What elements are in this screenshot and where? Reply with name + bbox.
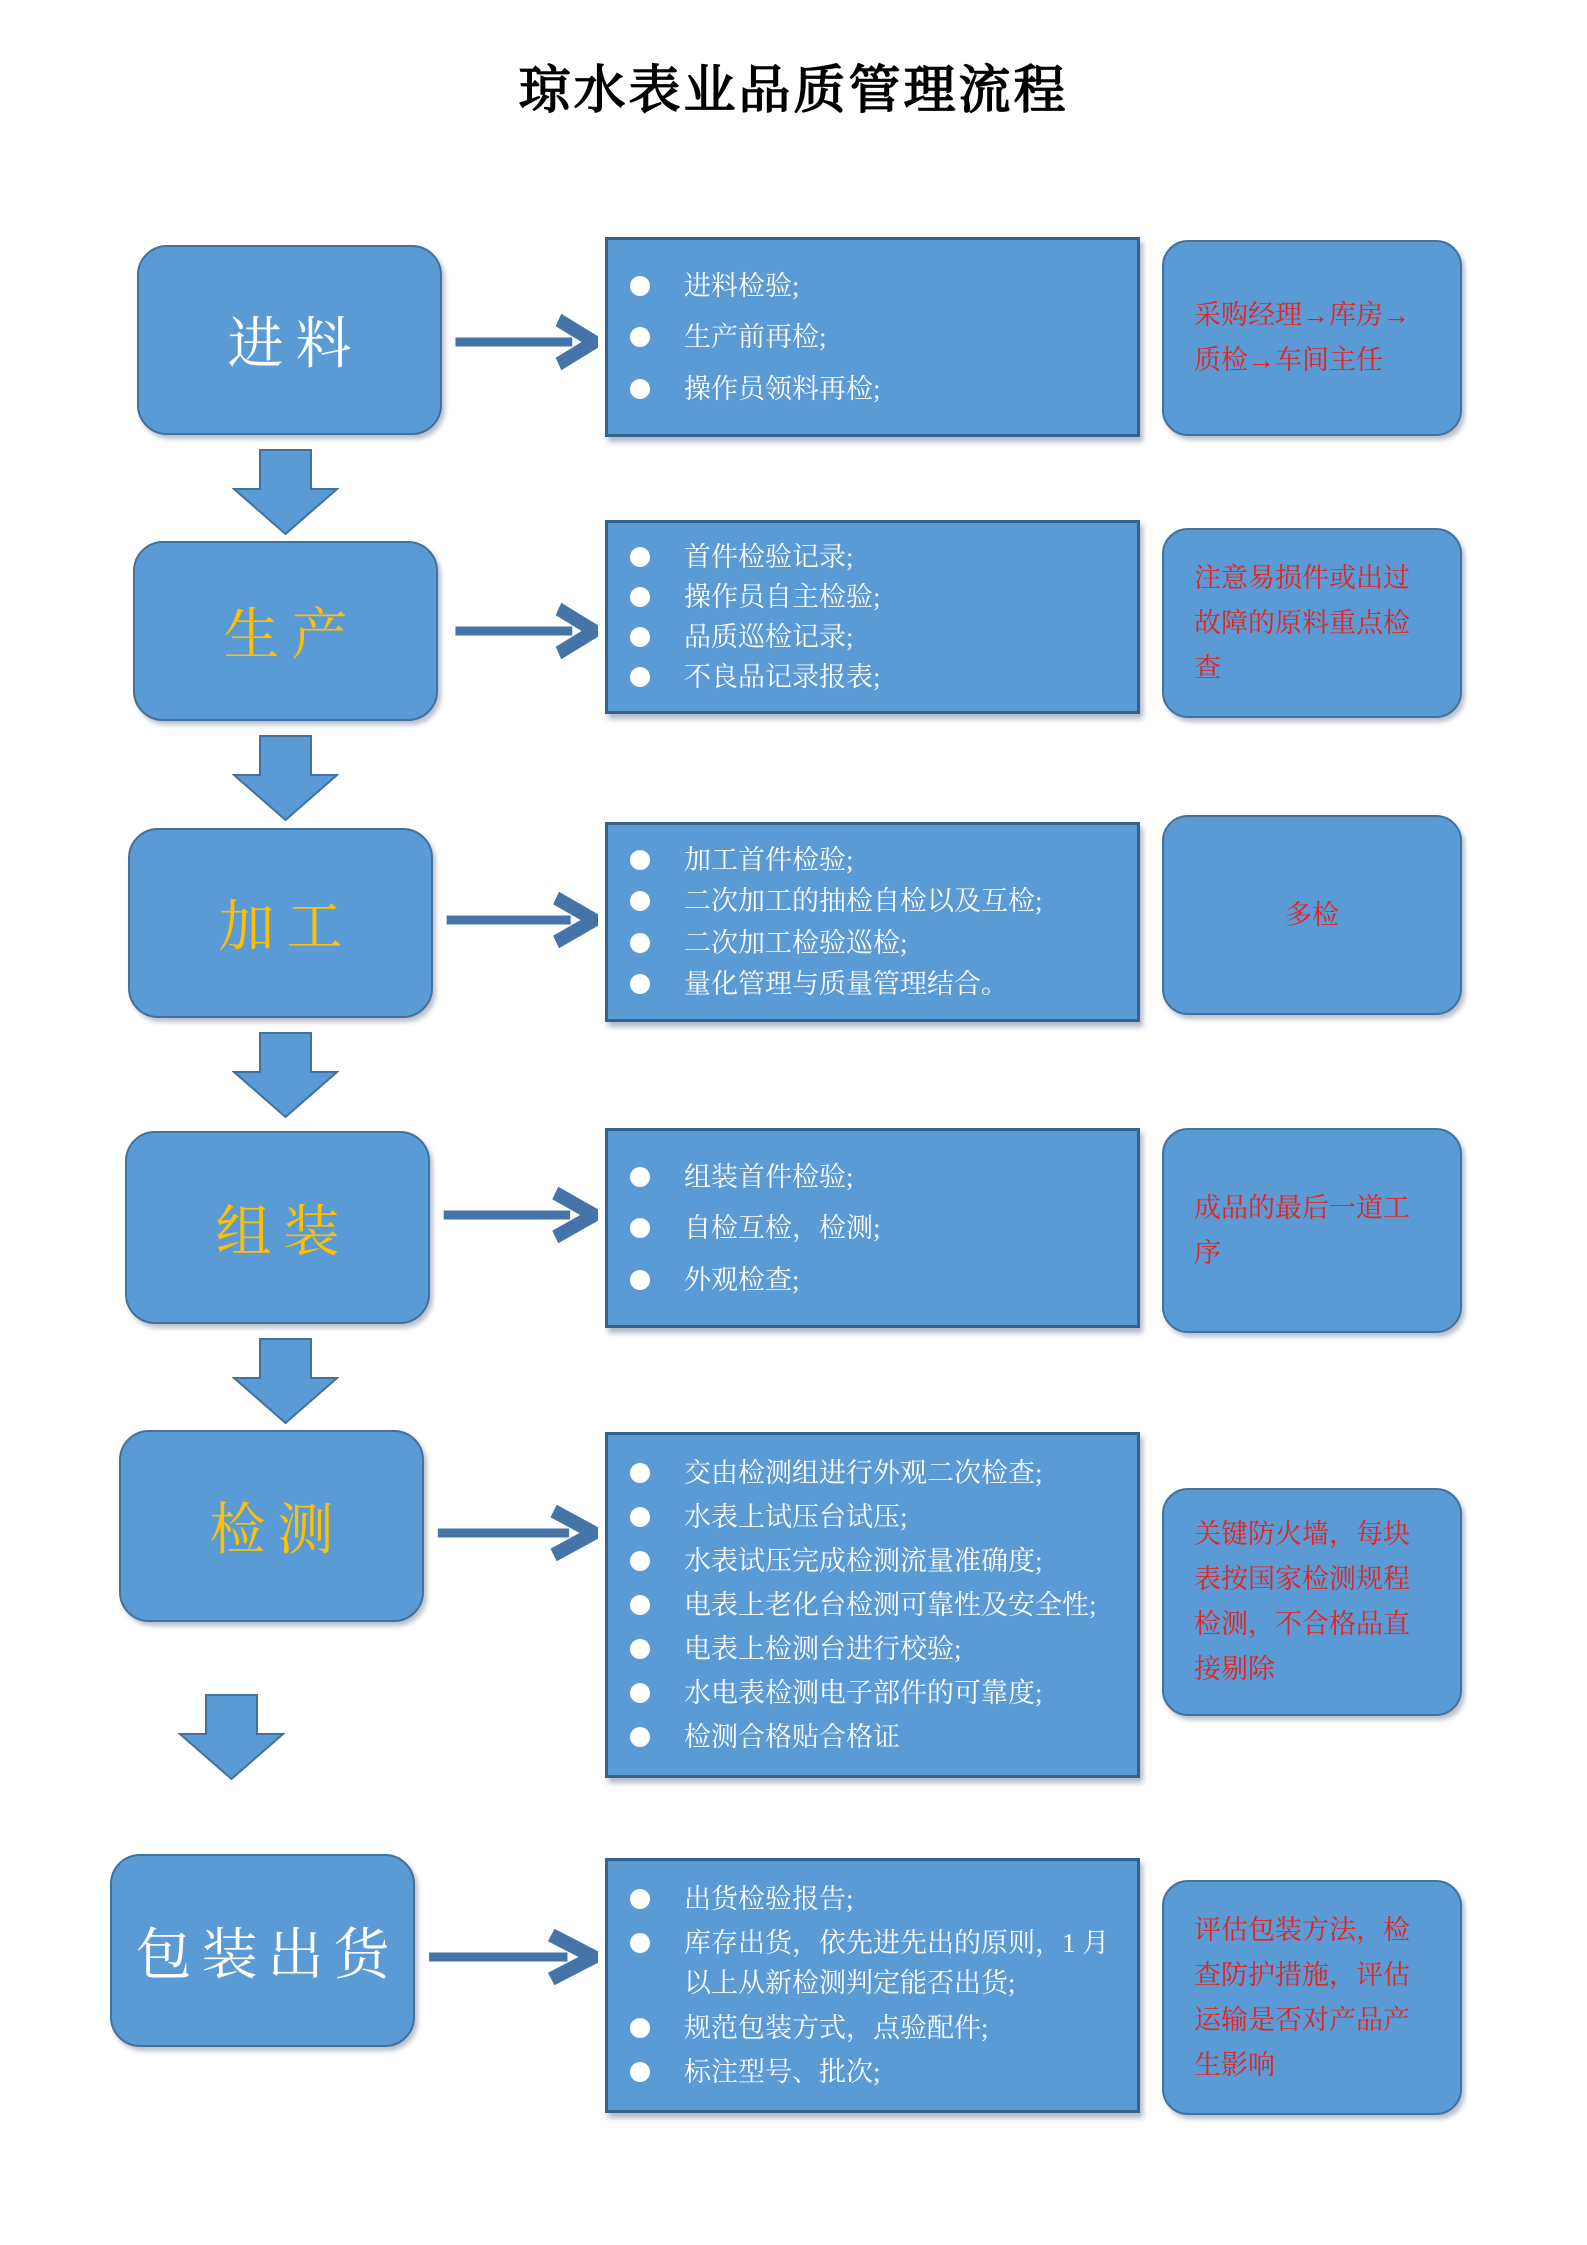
bullet-icon <box>630 2018 650 2038</box>
bullet-text: 出货检验报告; <box>684 1884 854 1915</box>
flow-arrow-down-icon <box>232 1338 339 1424</box>
detail-box-assembly <box>605 1128 1140 1328</box>
list-item <box>630 840 1121 880</box>
stage-box-packing-shipping <box>110 1854 415 2047</box>
bullet-text: 进料检验; <box>684 270 800 301</box>
bullet-text: 水表上试压台试压; <box>684 1502 908 1532</box>
list-item <box>630 1541 1121 1581</box>
note-text: 注意易损件或出过故障的原料重点检查 <box>1194 562 1410 683</box>
bullet-icon <box>630 327 650 347</box>
bullet-icon <box>630 587 650 607</box>
list-item <box>630 964 1121 1004</box>
bullet-list <box>608 1435 1137 1775</box>
list-item <box>630 1717 1121 1757</box>
bullet-text: 二次加工的抽检自检以及互检; <box>684 886 1043 917</box>
note-text: 评估包装方法，检查防护措施，评估运输是否对产品产生影响 <box>1194 1914 1410 2080</box>
flow-arrow-right-icon <box>440 1185 598 1245</box>
flow-arrow-down-icon <box>232 449 339 535</box>
bullet-text: 二次加工检验巡检; <box>684 927 908 958</box>
bullet-text: 电表上检测台进行校验; <box>684 1634 962 1664</box>
stage-box-incoming-material <box>137 245 442 435</box>
flow-arrow-down-icon <box>232 735 339 821</box>
bullet-text: 品质巡检记录; <box>684 622 854 652</box>
bullet-text: 不良品记录报表; <box>684 662 881 692</box>
note-text: 成品的最后一道工序 <box>1194 1192 1410 1268</box>
bullet-icon <box>630 1167 650 1187</box>
bullet-text: 操作员领料再检; <box>684 373 881 404</box>
bullet-text: 标注型号、批次; <box>684 2056 881 2087</box>
detail-box-packing-shipping <box>605 1858 1140 2113</box>
flow-arrow-right-icon <box>443 890 598 950</box>
bullet-list <box>608 825 1137 1019</box>
list-item <box>630 923 1121 963</box>
bullet-icon <box>630 1463 650 1483</box>
flow-arrow-right-icon <box>452 601 598 661</box>
list-item <box>630 1260 1121 1300</box>
detail-box-processing <box>605 822 1140 1022</box>
bullet-icon <box>630 1683 650 1703</box>
note-box-processing <box>1162 815 1462 1015</box>
list-item <box>630 2052 1121 2092</box>
bullet-icon <box>630 974 650 994</box>
note-text: 采购经理→库房→质检→车间主任 <box>1194 300 1410 375</box>
bullet-icon <box>630 891 650 911</box>
bullet-icon <box>630 379 650 399</box>
bullet-text: 库存出货，依先进先出的原则，1 月以上从新检测判定能否出货; <box>684 1928 1110 1999</box>
bullet-text: 操作员自主检验; <box>684 582 881 612</box>
note-box-testing <box>1162 1488 1462 1716</box>
note-box-production <box>1162 528 1462 718</box>
flow-arrow-right-icon <box>452 312 598 372</box>
bullet-text: 组装首件检验; <box>684 1161 854 1192</box>
stage-label: 加工 <box>218 897 355 959</box>
bullet-list <box>608 1861 1137 2110</box>
bullet-text: 外观检查; <box>684 1264 800 1295</box>
list-item <box>630 1879 1121 1919</box>
list-item <box>630 317 1121 357</box>
bullet-text: 交由检测组进行外观二次检查; <box>684 1458 1043 1488</box>
bullet-icon <box>630 933 650 953</box>
list-item <box>630 617 1121 657</box>
note-text: 关键防火墙，每块表按国家检测规程检测，不合格品直接剔除 <box>1194 1519 1410 1684</box>
bullet-text: 生产前再检; <box>684 322 827 352</box>
list-item <box>630 1629 1121 1669</box>
stage-box-processing <box>128 828 433 1018</box>
bullet-icon <box>630 627 650 647</box>
stage-box-assembly <box>125 1131 430 1324</box>
stage-box-testing <box>119 1430 424 1622</box>
bullet-text: 水电表检测电子部件的可靠度; <box>684 1678 1043 1708</box>
stage-label: 组装 <box>215 1201 352 1264</box>
bullet-text: 自检互检，检测; <box>684 1213 881 1243</box>
stage-label: 包装出货 <box>135 1924 400 1987</box>
bullet-text: 规范包装方式，点验配件; <box>684 2012 989 2043</box>
detail-box-incoming-material <box>605 237 1140 437</box>
list-item <box>630 266 1121 306</box>
flow-arrow-down-icon <box>178 1694 285 1780</box>
list-item <box>630 657 1121 697</box>
note-box-incoming-material <box>1162 240 1462 436</box>
bullet-list <box>608 523 1137 711</box>
bullet-text: 检测合格贴合格证 <box>684 1722 900 1752</box>
bullet-icon <box>630 667 650 687</box>
bullet-icon <box>630 276 650 296</box>
list-item <box>630 1453 1121 1493</box>
list-item <box>630 1673 1121 1713</box>
list-item <box>630 881 1121 921</box>
list-item <box>630 1157 1121 1197</box>
bullet-icon <box>630 850 650 870</box>
bullet-text: 加工首件检验; <box>684 845 854 876</box>
bullet-icon <box>630 1639 650 1659</box>
bullet-icon <box>630 1727 650 1747</box>
bullet-icon <box>630 1933 650 1953</box>
stage-label: 生产 <box>223 605 360 667</box>
bullet-list <box>608 1131 1137 1325</box>
list-item <box>630 1585 1121 1625</box>
bullet-text: 水表试压完成检测流量准确度; <box>684 1546 1043 1576</box>
bullet-icon <box>630 547 650 567</box>
list-item <box>630 1208 1121 1248</box>
bullet-icon <box>630 2062 650 2082</box>
bullet-list <box>608 240 1137 434</box>
bullet-icon <box>630 1889 650 1909</box>
stage-box-production <box>133 541 438 721</box>
bullet-icon <box>630 1507 650 1527</box>
bullet-text: 电表上老化台检测可靠性及安全性; <box>684 1590 1097 1620</box>
stage-label: 进料 <box>227 314 364 376</box>
flow-arrow-right-icon <box>434 1503 598 1563</box>
list-item <box>630 369 1121 409</box>
list-item <box>630 1923 1121 2003</box>
list-item <box>630 2008 1121 2048</box>
list-item <box>630 1497 1121 1537</box>
detail-box-production <box>605 520 1140 714</box>
bullet-icon <box>630 1551 650 1571</box>
stage-label: 检测 <box>209 1500 346 1562</box>
note-text: 多检 <box>1285 899 1339 930</box>
list-item <box>630 577 1121 617</box>
bullet-icon <box>630 1595 650 1615</box>
note-box-assembly <box>1162 1128 1462 1333</box>
bullet-icon <box>630 1218 650 1238</box>
note-box-packing-shipping <box>1162 1880 1462 2115</box>
flow-arrow-right-icon <box>425 1927 598 1987</box>
detail-box-testing <box>605 1432 1140 1778</box>
list-item <box>630 537 1121 577</box>
bullet-text: 量化管理与质量管理结合。 <box>684 968 1008 999</box>
bullet-icon <box>630 1270 650 1290</box>
page-title: 琼水表业品质管理流程 <box>518 63 1069 120</box>
bullet-text: 首件检验记录; <box>684 542 854 572</box>
flow-arrow-down-icon <box>232 1032 339 1118</box>
